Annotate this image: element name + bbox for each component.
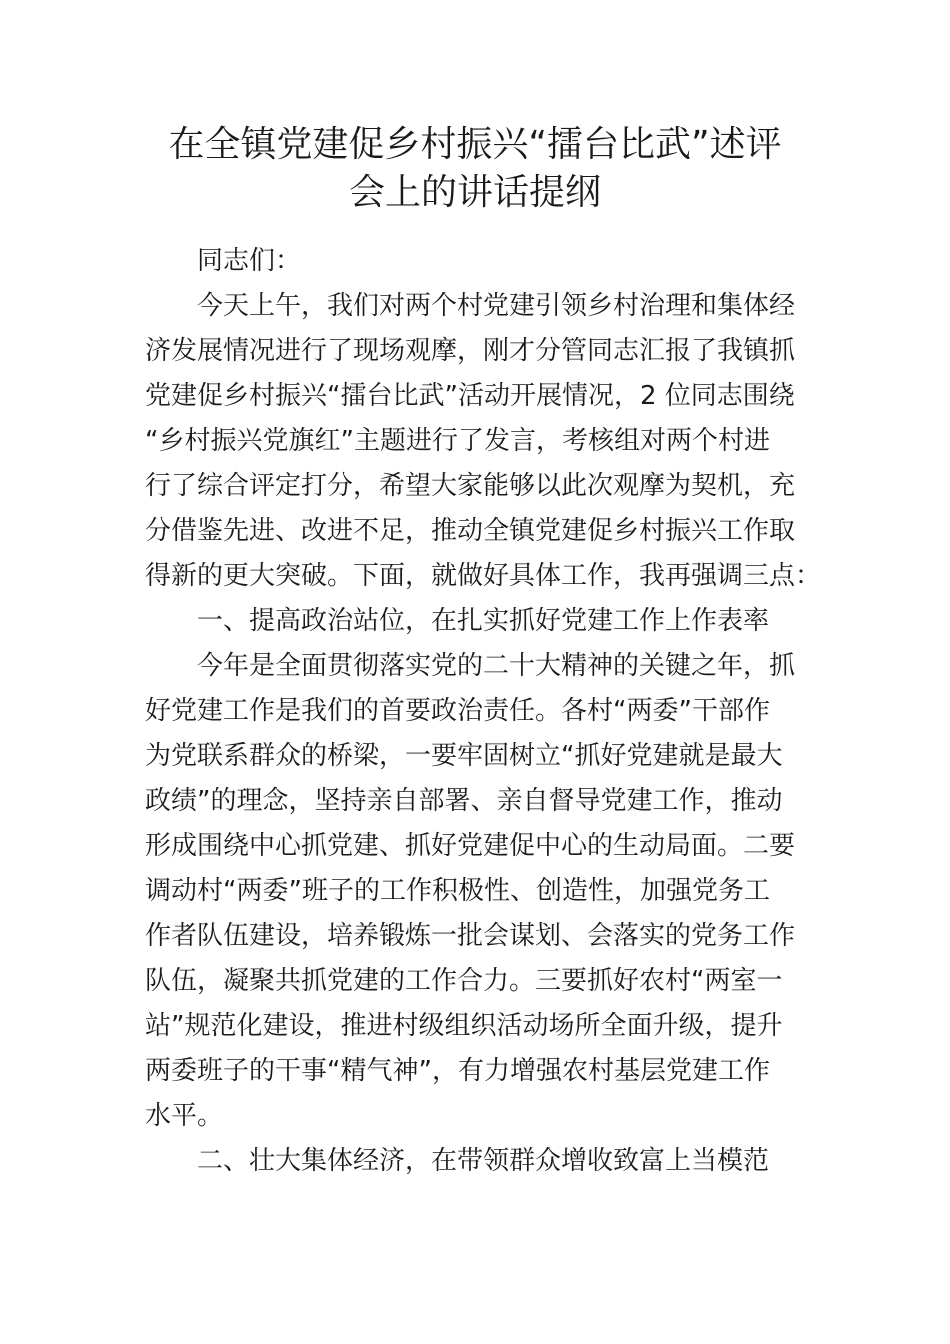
- body-line: 队伍，凝聚共抓党建的工作合力。三要抓好农村“两室一: [145, 966, 783, 996]
- body-line: 水平。: [145, 1101, 224, 1131]
- body-line: 行了综合评定打分，希望大家能够以此次观摩为契机，充: [145, 471, 796, 501]
- document-title-line-2: 会上的讲话提纲: [348, 172, 601, 213]
- body-line: 今年是全面贯彻落实党的二十大精神的关键之年，抓: [197, 651, 796, 681]
- body-line: 站”规范化建设，推进村级组织活动场所全面升级，提升: [145, 1011, 783, 1041]
- body-line: 党建促乡村振兴“擂台比武”活动开展情况，2 位同志围绕: [145, 381, 795, 411]
- section-heading-2: 二、壮大集体经济，在带领群众增收致富上当模范: [197, 1146, 770, 1176]
- body-line: 分借鉴先进、改进不足，推动全镇党建促乡村振兴工作取: [145, 516, 796, 546]
- body-line: 政绩”的理念，坚持亲自部署、亲自督导党建工作，推动: [145, 786, 783, 816]
- body-line: 为党联系群众的桥梁，一要牢固树立“抓好党建就是最大: [145, 741, 783, 771]
- body-line: 形成围绕中心抓党建、抓好党建促中心的生动局面。二要: [145, 831, 796, 861]
- body-line: 两委班子的干事“精气神”，有力增强农村基层党建工作: [145, 1056, 770, 1086]
- body-line: 济发展情况进行了现场观摩，刚才分管同志汇报了我镇抓: [145, 336, 796, 366]
- body-line: 得新的更大突破。下面，就做好具体工作，我再强调三点：: [145, 561, 822, 591]
- body-line: 调动村“两委”班子的工作积极性、创造性，加强党务工: [145, 876, 770, 906]
- body-line: 今天上午，我们对两个村党建引领乡村治理和集体经: [197, 291, 796, 321]
- body-line: “乡村振兴党旗红”主题进行了发言，考核组对两个村进: [145, 426, 770, 456]
- salutation: 同志们：: [197, 246, 302, 276]
- section-heading-1: 一、提高政治站位，在扎实抓好党建工作上作表率: [197, 606, 770, 636]
- body-line: 作者队伍建设，培养锻炼一批会谋划、会落实的党务工作: [145, 921, 796, 951]
- document-title-line-1: 在全镇党建促乡村振兴“擂台比武”述评: [168, 124, 782, 165]
- body-line: 好党建工作是我们的首要政治责任。各村“两委”干部作: [145, 696, 770, 726]
